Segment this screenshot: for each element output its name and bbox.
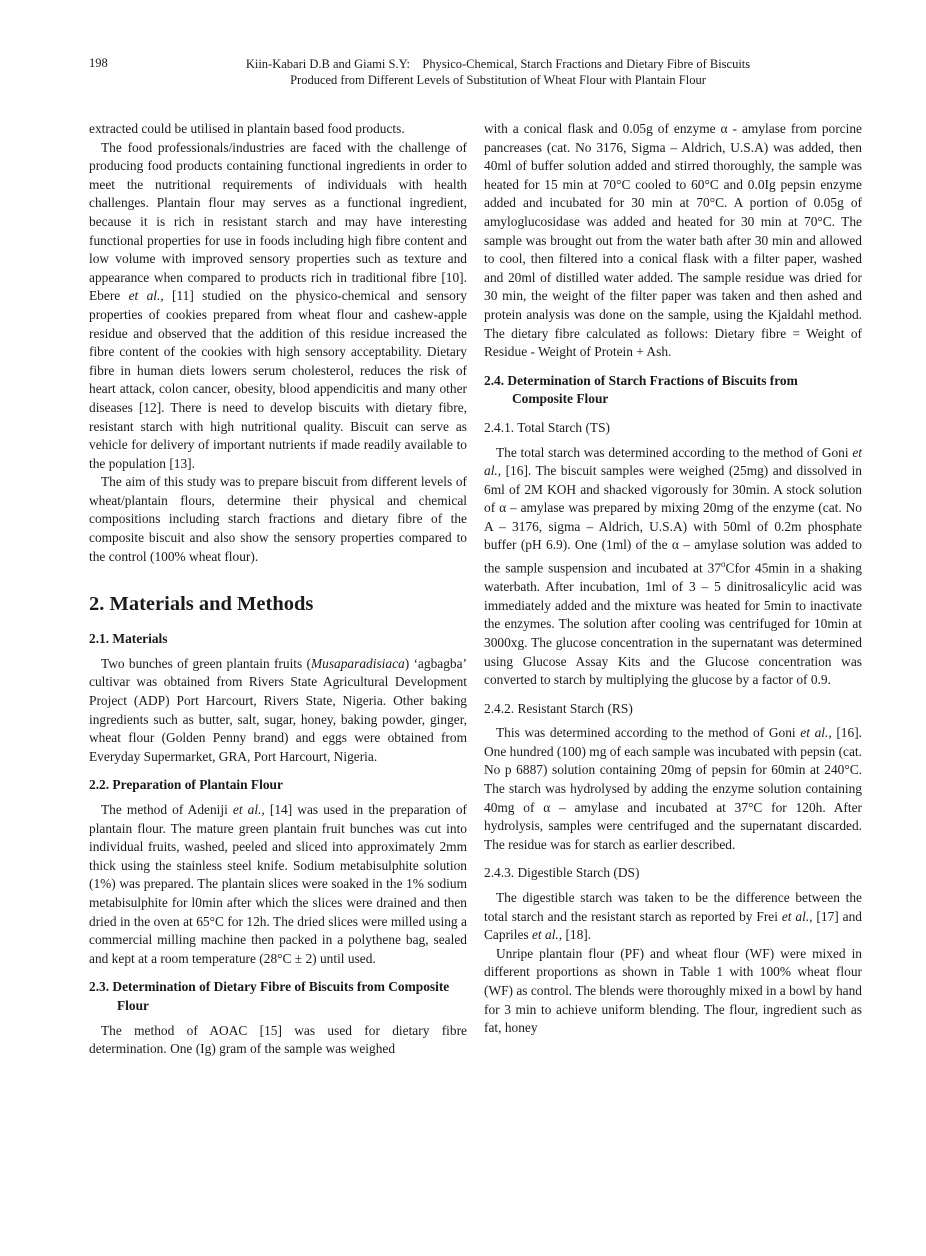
subsection-heading: 2.4. Determination of Starch Fractions of Biscuits from Composite Flour bbox=[484, 372, 798, 407]
paragraph: The aim of this study was to prepare biscuit from different levels of wheat/plantain flours, determine their physical and chemical compositions including starch fractions and dietary fibre of the composite biscuit and also show the sensory properties compared to the control (100% wheat flour). bbox=[89, 474, 467, 564]
paragraph: Two bunches of green plantain fruits (Musaparadisiaca) ‘agbagba’ cultivar was obtained from Rivers State Agricultural Development Project (ADP) Port Harcourt, Rivers State, Nigeria. Other baking ingredients such as butter, salt, sugar, honey, baking powder, ginger, wheat flour (Golden Penny brand) and eggs were obtained from Everyday Supermarket, GRA, Port Harcourt, Nigeria. bbox=[89, 655, 467, 764]
left-column bbox=[89, 120, 467, 1059]
paragraph: The method of AOAC [15] was used for dietary fibre determination. One (Ig) gram of the sample was weighed bbox=[89, 1022, 467, 1057]
running-header bbox=[0, 56, 926, 96]
paragraph: extracted could be utilised in plantain based food products. bbox=[89, 121, 405, 136]
running-title-line-1: Kiin-Kabari D.B and Giami S.Y: Physico-Chemical, Starch Fractions and Dietary Fibre of Biscuits bbox=[245, 57, 751, 71]
paragraph: Unripe plantain flour (PF) and wheat flour (WF) were mixed in different proportions as shown in Table 1 with 100% wheat flour (WF) as control. The blends were thoroughly mixed in a bowl by hand for 3 min to achieve uniform blending. The flour, ingredient such as fat, honey bbox=[484, 945, 862, 1036]
right-column bbox=[484, 120, 862, 1038]
subsection-heading: 2.3. Determination of Dietary Fibre of Biscuits from Composite Flour bbox=[89, 979, 450, 1013]
subsubsection-heading: 2.4.3. Digestible Starch (DS) bbox=[484, 865, 640, 881]
subsubsection-heading: 2.4.2. Resistant Starch (RS) bbox=[484, 700, 633, 716]
paragraph: with a conical flask and 0.05g of enzyme α - amylase from porcine pancreases (cat. No 3176, Sigma – Aldrich, U.S.A) was added, then 40ml of buffer solution added and stirred thoroughly, the sample was heated for 15 min at 70°C cooled to 60°C and 0.0Ig pepsin enzyme added and incubated for 30 min at 70°C. A portion of 0.05g of amyloglucosidase was added and heated for 30 min at 70°C. The sample was brought out from the water bath after 30 min and allowed to cool, then filtered into a conical flask with a filter paper, washed and 20ml of distilled water added. The sample residue was dried for 30 min, the weight of the filter paper was taken and then ashed and protein analysis was done on the sample, using the Kjaldahl method. The dietary fibre calculated as follows: Dietary fibre = Weight of Residue - Weight of Protein + Ash. bbox=[484, 121, 862, 360]
running-title-line-2: Produced from Different Levels of Substitution of Wheat Flour with Plantain Flour bbox=[290, 73, 706, 87]
paragraph: The total starch was determined according to the method of Goni et al., [16]. The biscuit samples were weighed (25mg) and dissolved in 6ml of 2M KOH and shacked vigorously for 30min. A stock solution of α – amylase was prepared by mixing 20mg of the enzyme (cat. No A – 3176, sigma – Aldrich, U.S.A) with 50ml of 0.2m phosphate buffer (pH 6.9). One (1ml) of the α – amylase solution was added to the sample suspension and incubated at 37$^o$Cfor 45min in a shaking waterbath. After incubation, 1ml of 3 – 5 dinitrosalicylic acid was immediately added and the mixture was heated for 5min to inactivate the enzymes. The solution after cooling was centrifuged for 10min at 3000xg. The glucose concentration in the supernatant was determined using Glucose Assay Kits and the Glucose concentration was converted to starch by multiplying the glucose by a factor of 0.9. bbox=[484, 444, 862, 688]
running-title bbox=[130, 56, 866, 88]
subsection-heading: 2.1. Materials bbox=[89, 631, 168, 647]
paragraph: The method of Adeniji et al., [14] was used in the preparation of plantain flour. The mature green plantain fruit bunches was cut into individual fruits, washed, peeled and sliced into approximately 2mm thick using the stainless steel knife. Sodium metabisulphite solution (1%) was prepared. The plantain slices were soaked in the 1% sodium metabisulphite for l0min after which the slices were drained and then dried in the oven at 65°C for 12h. The dried slices were milled using a commercial milling machine then packed in a polythene bag, sealed and kept at a room temperature (28°C ± 2) until used. bbox=[89, 802, 467, 966]
paragraph: The food professionals/industries are faced with the challenge of producing food products containing functional ingredients in order to meet the nutritional requirements of individuals with health challenges. Plantain flour may serves as a functional ingredient, because it is rich in resistant starch and may have interesting functional properties for use in foods including high fibre content and low volume with improved sensory properties such as texture and appearance when compared to products rich in traditional fibre [10]. Ebere et al., [11] studied on the physico-chemical and sensory properties of cookies prepared from wheat flour and cashew-apple residue and observed that the addition of this residue increased the fibre content of the cookies with high sensory acceptability. Dietary fibre in human diets lowers serum cholesterol, reduces the risk of heart attack, colon cancer, obesity, blood appendicitis and many other diseases [12]. There is need to develop biscuits with dietary fibre, resistant starch with high nutritional quality. Biscuit can serve as vehicle for delivery of important nutrients if made readily available to the population [13]. bbox=[89, 139, 467, 471]
paragraph: The digestible starch was taken to be the difference between the total starch and the resistant starch as reported by Frei et al., [17] and Capriles et al., [18]. bbox=[484, 890, 862, 943]
paragraph: This was determined according to the method of Goni et al., [16]. One hundred (100) mg of each sample was incubated with pepsin (cat. No p 6887) solution containing 20mg of pepsin for 60min at 240°C. The starch was hydrolysed by adding the enzyme solution containing 40mg of α – amylase and incubated at 37°C for 120h. After hydrolysis, samples were centrifuged and the supernatant discarded. The residue was for starch as earlier described. bbox=[484, 725, 862, 852]
subsection-heading: 2.2. Preparation of Plantain Flour bbox=[89, 777, 283, 793]
page-number: 198 bbox=[89, 56, 108, 70]
section-heading: 2. Materials and Methods bbox=[89, 593, 314, 616]
subsubsection-heading: 2.4.1. Total Starch (TS) bbox=[484, 419, 611, 435]
